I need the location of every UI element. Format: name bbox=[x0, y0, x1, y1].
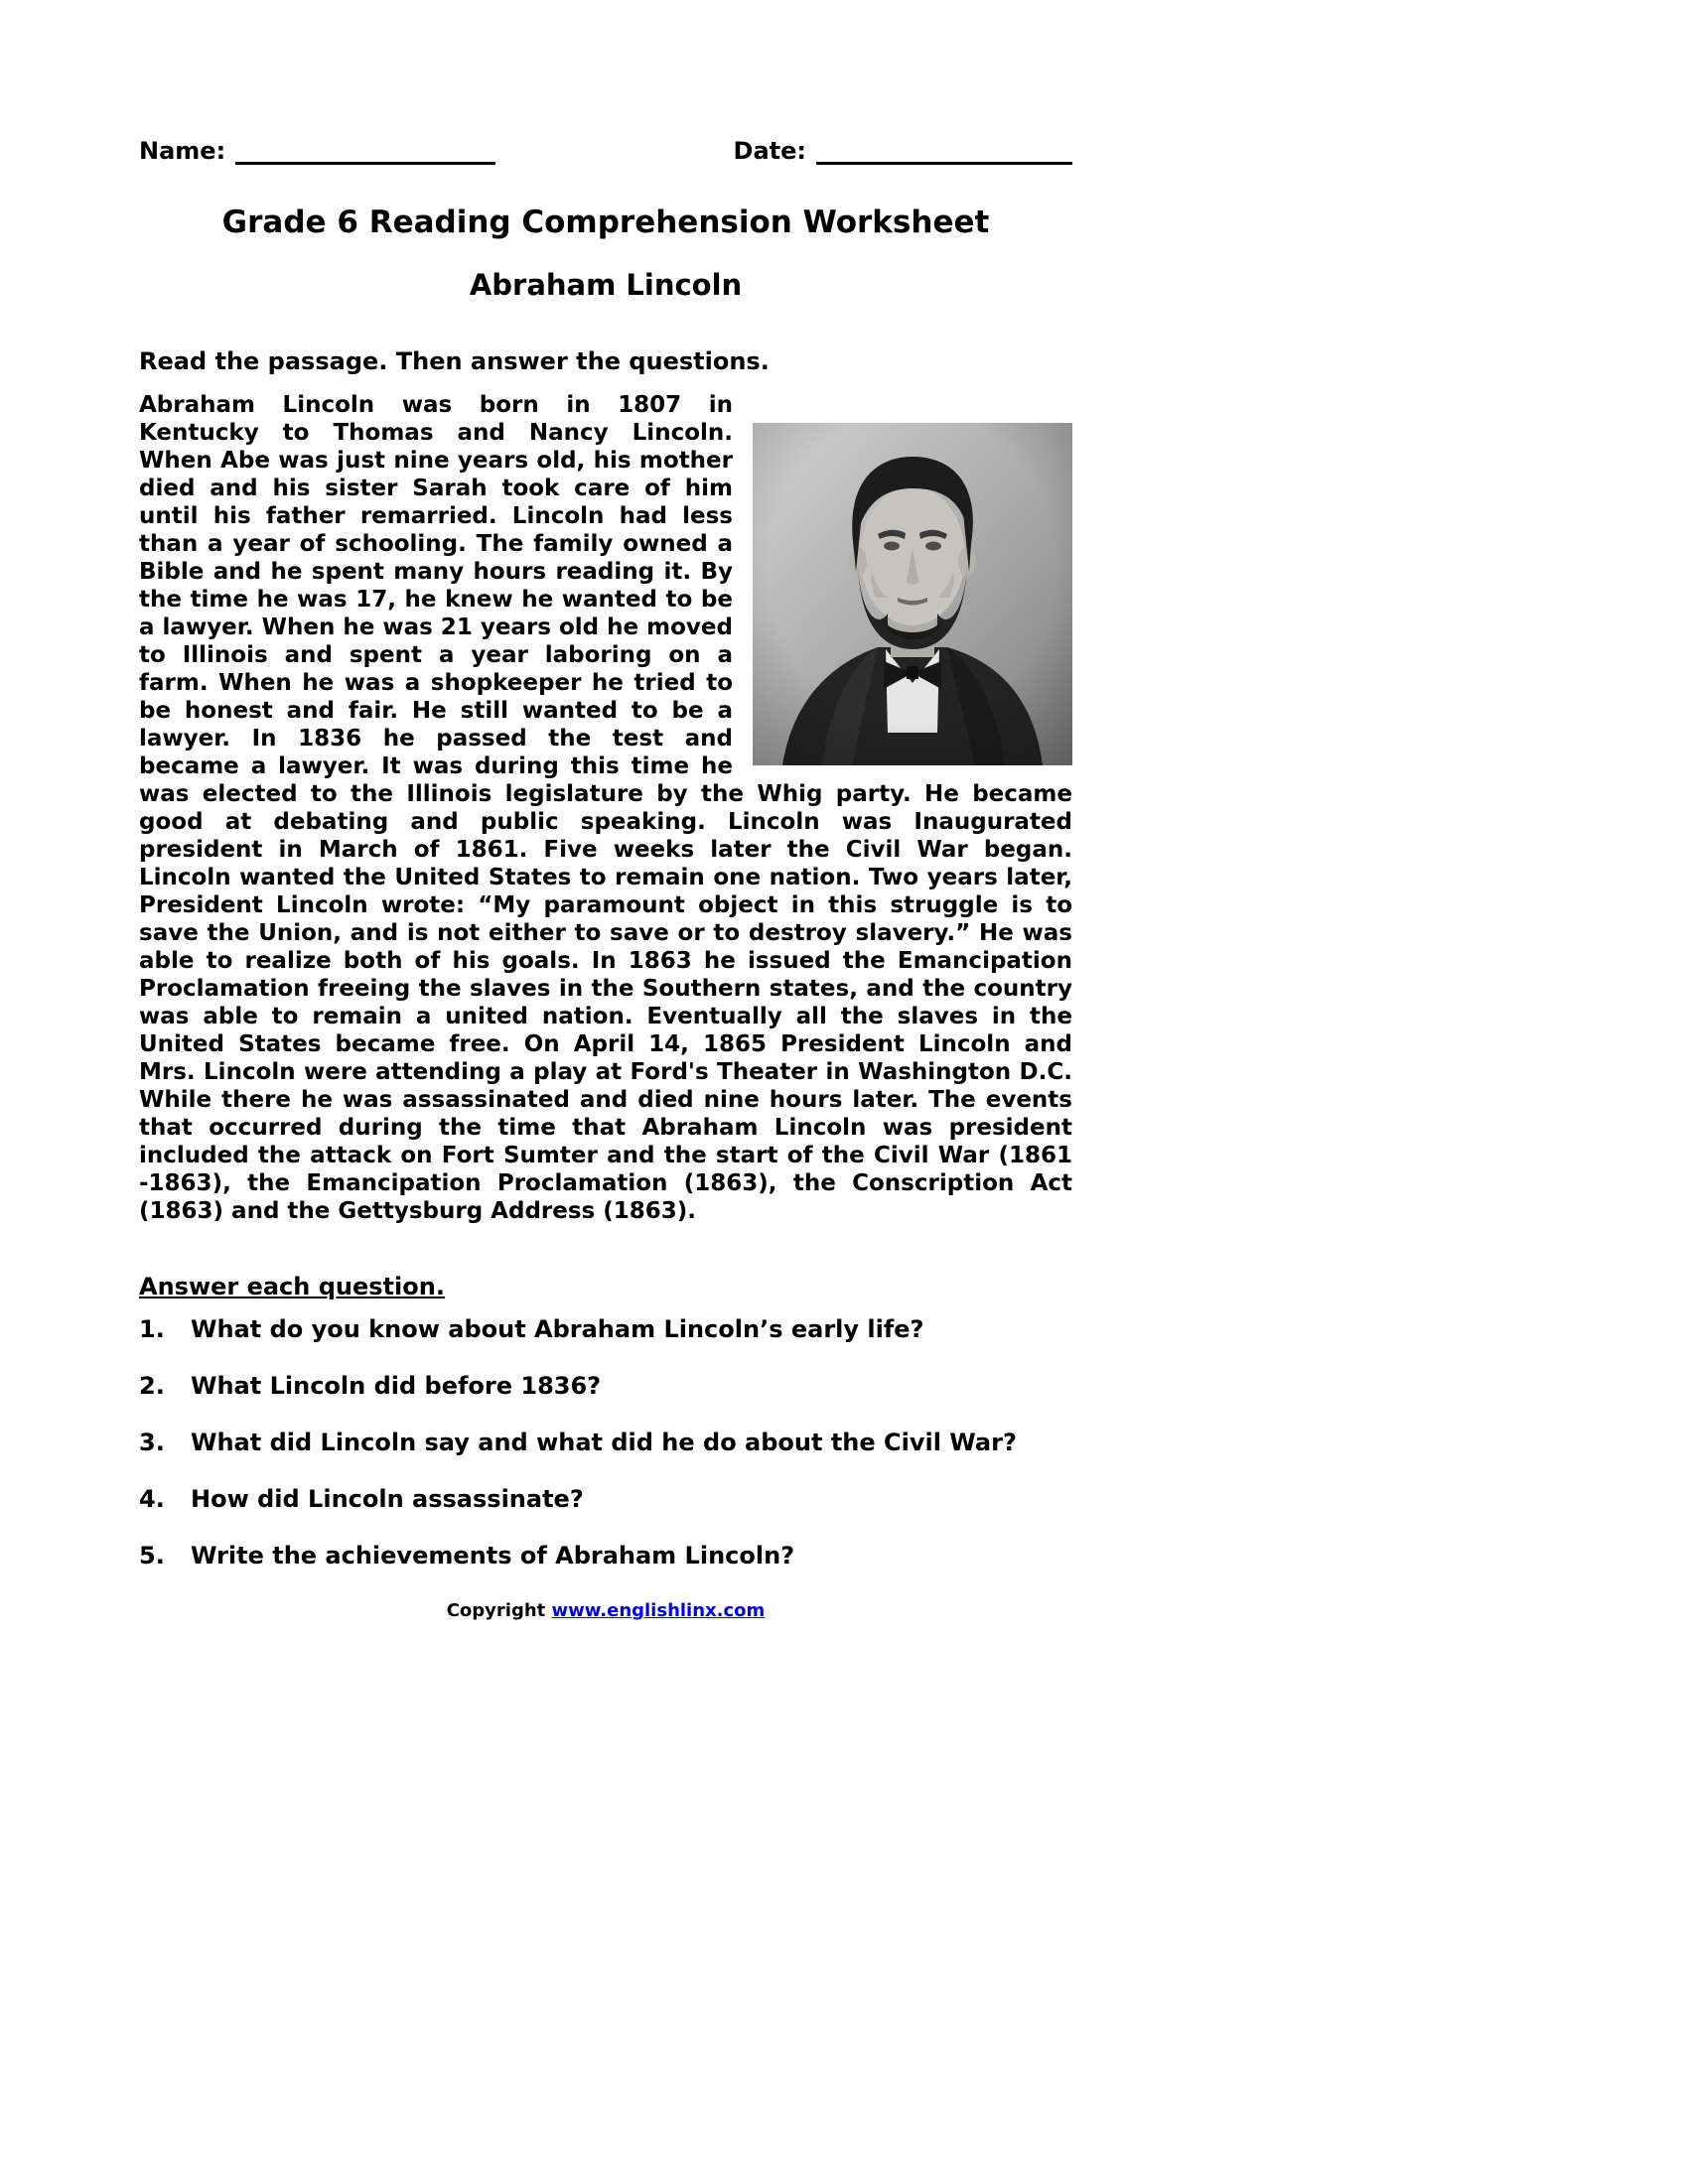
question-number: 2. bbox=[139, 1372, 165, 1400]
footer bbox=[139, 1600, 1072, 1621]
date-label: Date: bbox=[733, 137, 806, 165]
question-item bbox=[139, 1484, 1072, 1514]
question-text: Write the achievements of Abraham Lincoln? bbox=[191, 1542, 795, 1570]
question-number: 4. bbox=[139, 1485, 165, 1513]
question-number: 1. bbox=[139, 1315, 165, 1343]
question-item bbox=[139, 1428, 1072, 1457]
name-field bbox=[139, 137, 495, 165]
question-item bbox=[139, 1371, 1072, 1401]
lincoln-portrait bbox=[753, 423, 1072, 765]
date-field bbox=[734, 137, 1072, 165]
lincoln-portrait-image bbox=[753, 423, 1072, 765]
question-number: 5. bbox=[139, 1542, 165, 1570]
questions-heading: Answer each question. bbox=[139, 1273, 445, 1300]
copyright-link[interactable]: www.englishlinx.com bbox=[551, 1600, 766, 1621]
question-item bbox=[139, 1314, 1072, 1344]
name-label: Name: bbox=[139, 137, 226, 165]
date-blank-line bbox=[816, 139, 1072, 165]
worksheet-subtitle: Abraham Lincoln bbox=[469, 268, 743, 302]
worksheet-title: Grade 6 Reading Comprehension Worksheet bbox=[221, 205, 990, 240]
instruction-text: Read the passage. Then answer the questions. bbox=[139, 347, 770, 375]
question-text: What Lincoln did before 1836? bbox=[191, 1372, 602, 1400]
header-row bbox=[139, 137, 1072, 165]
name-blank-line bbox=[235, 139, 495, 165]
question-item bbox=[139, 1541, 1072, 1570]
question-text: What do you know about Abraham Lincoln’s early life? bbox=[191, 1315, 924, 1343]
question-text: How did Lincoln assassinate? bbox=[191, 1485, 584, 1513]
question-list bbox=[139, 1314, 1072, 1570]
copyright-label: Copyright bbox=[446, 1600, 552, 1621]
question-text: What did Lincoln say and what did he do about the Civil War? bbox=[191, 1429, 1017, 1456]
passage-text: Abraham Lincoln was born in 1807 in Kentucky to Thomas and Nancy Lincoln. When Abe was just nine years old, his mother died and his sister Sarah took care of him until his father remarried. Lincoln had less than a year of schooling. The family owned a Bible and he spent many hours reading it. By the time he was 17, he knew he wanted to be a lawyer. When he was 21 years old he moved to Illinois and spent a year laboring on a farm. When he was a shopkeeper he tried to be honest and fair. He still wanted to be a lawyer. In 1836 he passed the test and became a lawyer. It was during this time he was elected to the Illinois legislature by the Whig party. He became good at debating and public speaking. Lincoln was Inaugurated president in March of 1861. Five weeks later the Civil War began. Lincoln wanted the United States to remain one nation. Two years later, President Lincoln wrote: “My paramount object in this struggle is to save the Union, and is not either to save or to destroy slavery.” He was able to realize both of his goals. In 1863 he issued the Emancipation Proclamation freeing the slaves in the Southern states, and the country was able to remain a united nation. Eventually all the slaves in the United States became free. On April 14, 1865 President Lincoln and Mrs. Lincoln were attending a play at Ford's Theater in Washington D.C. While there he was assassinated and died nine hours later. The events that occurred during the time that Abraham Lincoln was president included the attack on Fort Sumter and the start of the Civil War (1861 -1863), the Emancipation Proclamation (1863), the Conscription Act (1863) and the Gettysburg Address (1863). bbox=[139, 392, 1072, 1224]
question-number: 3. bbox=[139, 1429, 165, 1456]
passage-block bbox=[139, 391, 1072, 1225]
